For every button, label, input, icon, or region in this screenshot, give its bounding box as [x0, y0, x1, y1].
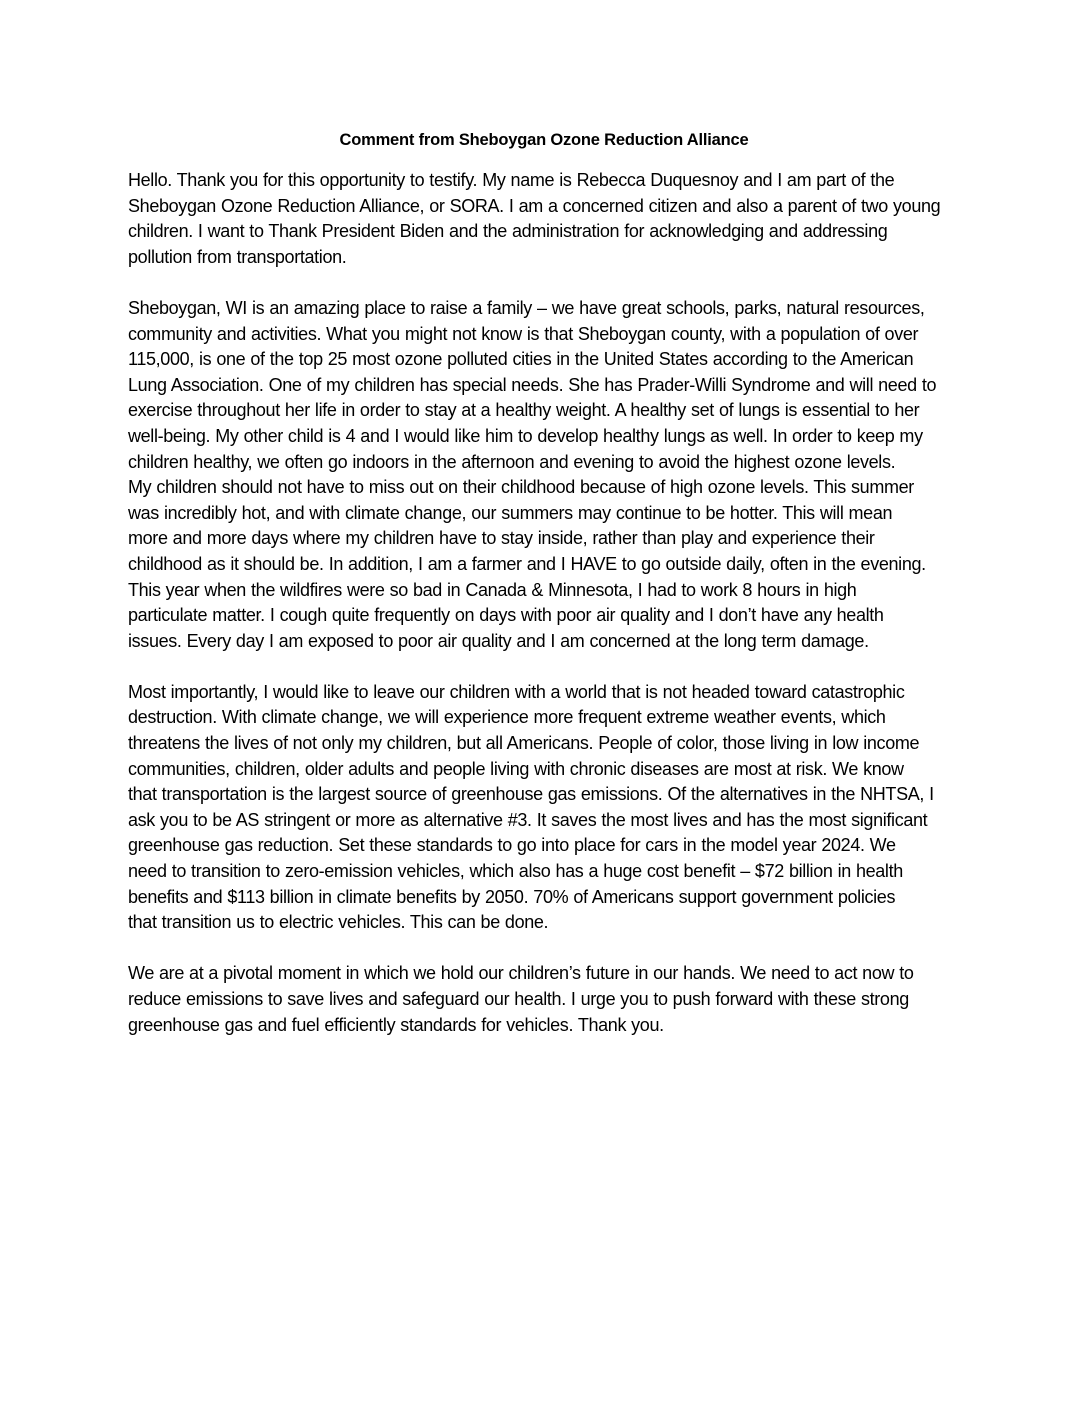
text-line: that transition us to electric vehicles. This can be done. — [128, 912, 549, 933]
paragraph — [128, 961, 964, 1038]
text-line: need to transition to zero-emission vehicles, which also has a huge cost benefit – $72 billion in health — [128, 861, 903, 882]
document-body — [128, 168, 964, 1064]
text-line: destruction. With climate change, we will experience more frequent extreme weather events, which — [128, 707, 886, 728]
text-line: My children should not have to miss out on their childhood because of high ozone levels. This summer — [128, 477, 914, 498]
text-line: ask you to be AS stringent or more as alternative #3. It saves the most lives and has the most significant — [128, 809, 928, 830]
text-line: threatens the lives of not only my children, but all Americans. People of color, those living in low income — [128, 733, 920, 754]
text-line: issues. Every day I am exposed to poor air quality and I am concerned at the long term damage. — [128, 630, 869, 651]
document-title: Comment from Sheboygan Ozone Reduction Alliance — [339, 131, 749, 149]
text-line: that transportation is the largest source of greenhouse gas emissions. Of the alternatives in the NHTSA, I — [128, 784, 934, 805]
text-line: more and more days where my children have to stay inside, rather than play and experience their — [128, 528, 875, 549]
text-line: Most importantly, I would like to leave our children with a world that is not headed toward catastrophic — [128, 681, 905, 702]
text-line: particulate matter. I cough quite frequently on days with poor air quality and I don’t have any health — [128, 605, 884, 626]
text-line: Hello. Thank you for this opportunity to testify. My name is Rebecca Duquesnoy and I am part of the — [128, 170, 895, 190]
text-line: pollution from transportation. — [128, 246, 347, 267]
text-line: childhood as it should be. In addition, I am a farmer and I HAVE to go outside daily, often in the evening. — [128, 553, 926, 574]
paragraph — [128, 168, 964, 270]
text-line: We are at a pivotal moment in which we hold our children’s future in our hands. We need to act now to — [128, 963, 914, 984]
text-line: greenhouse gas reduction. Set these standards to go into place for cars in the model year 2024. We — [128, 835, 896, 856]
paragraph — [128, 296, 964, 654]
text-line: Lung Association. One of my children has special needs. She has Prader-Willi Syndrome and will need to — [128, 374, 937, 395]
text-line: reduce emissions to save lives and safeguard our health. I urge you to push forward with these strong — [128, 989, 909, 1009]
text-line: greenhouse gas and fuel efficiently standards for vehicles. Thank you. — [128, 1014, 664, 1035]
text-line: benefits and $113 billion in climate benefits by 2050. 70% of Americans support government policies — [128, 886, 896, 907]
text-line: children healthy, we often go indoors in the afternoon and evening to avoid the highest ozone levels. — [128, 451, 896, 472]
text-line: This year when the wildfires were so bad in Canada & Minnesota, I had to work 8 hours in high — [128, 579, 857, 600]
paragraph — [128, 680, 964, 936]
text-line: communities, children, older adults and people living with chronic diseases are most at risk. We know — [128, 758, 904, 779]
text-line: Sheboygan, WI is an amazing place to raise a family – we have great schools, parks, natural resources, — [128, 297, 925, 318]
text-line: 115,000, is one of the top 25 most ozone polluted cities in the United States according to the American — [128, 349, 914, 370]
text-line: Sheboygan Ozone Reduction Alliance, or SORA. I am a concerned citizen and also a parent of two young — [128, 195, 941, 216]
text-line: community and activities. What you might not know is that Sheboygan county, with a population of over — [128, 323, 919, 344]
text-line: was incredibly hot, and with climate change, our summers may continue to be hotter. This will mean — [128, 502, 893, 523]
text-line: children. I want to Thank President Biden and the administration for acknowledging and addressing — [128, 221, 888, 242]
text-line: exercise throughout her life in order to stay at a healthy weight. A healthy set of lungs is essential to her — [128, 400, 920, 421]
text-line: well-being. My other child is 4 and I would like him to develop healthy lungs as well. In order to keep my — [128, 425, 923, 446]
